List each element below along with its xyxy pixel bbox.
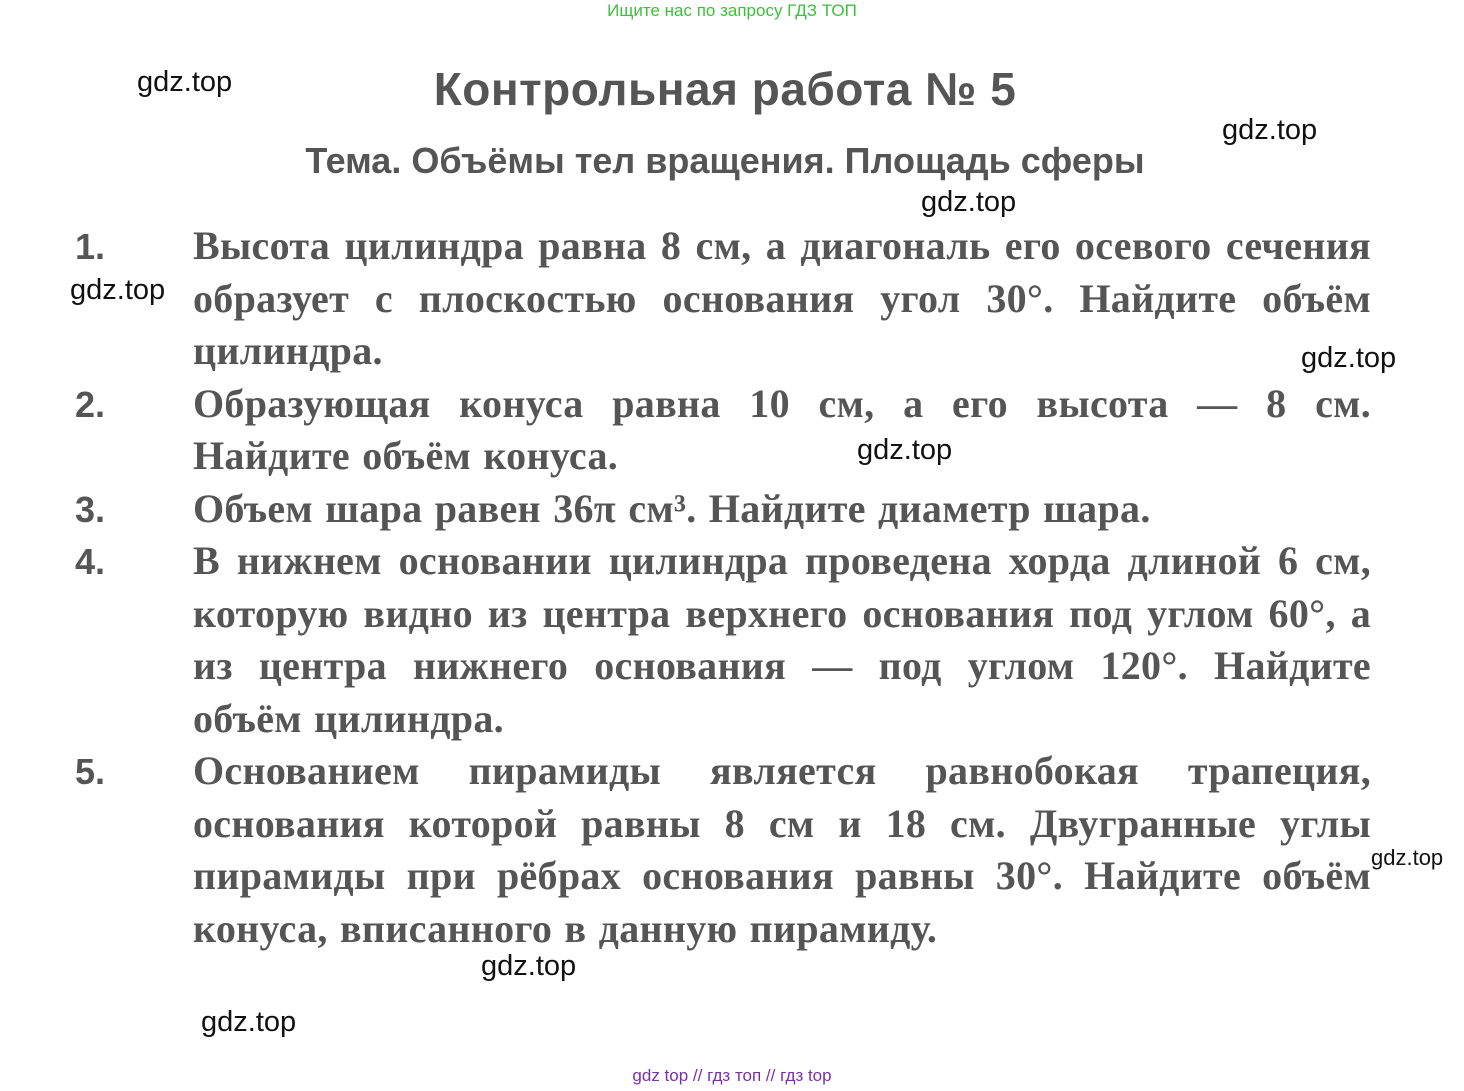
problem-text: Образующая конуса равна 10 см, а его высота — 8 см. Найдите объём конуса.: [193, 380, 1371, 478]
problem-5: [0, 745, 1371, 955]
problem-2: [0, 378, 1371, 483]
problem-text: Объем шара равен 36π см³. Найдите диаметр шара.: [193, 485, 1151, 531]
problem-list: [0, 220, 1464, 955]
problem-number: 2.: [75, 383, 106, 425]
watermark: gdz.top: [921, 186, 1017, 218]
problem-3: [0, 483, 1371, 536]
footer-links: gdz top // гдз топ // гдз top: [632, 1066, 832, 1085]
watermark: gdz.top: [857, 434, 953, 466]
page-subtitle: Тема. Объёмы тел вращения. Площадь сферы: [305, 140, 1145, 181]
problem-text: В нижнем основании цилиндра проведена хорда длиной 6 см, которую видно из центра верхнего основания под углом 60°, а из центра нижнего основания — под углом 120°. Найдите объём цилиндра.: [193, 538, 1371, 741]
watermark: gdz.top: [1371, 845, 1444, 870]
problem-number: 3.: [75, 488, 106, 530]
watermark: gdz.top: [1222, 114, 1318, 146]
problem-text: Высота цилиндра равна 8 см, а диагональ его осевого сечения образует с плоскостью основания угол 30°. Найдите объём цилиндра.: [193, 223, 1371, 373]
page-title: Контрольная работа № 5: [433, 63, 1017, 115]
watermark: gdz.top: [70, 274, 166, 306]
problem-text: Основанием пирамиды является равнобокая трапеция, основания которой равны 8 см и 18 см. Двугранные углы пирамиды при рёбрах основания равны 30°. Найдите объём конуса, вписанного в данную пирамиду.: [193, 748, 1371, 951]
problem-number: 1.: [75, 226, 106, 267]
problem-1: [0, 220, 1371, 378]
search-banner: Ищите нас по запросу ГДЗ ТОП: [607, 1, 857, 20]
watermark: gdz.top: [1301, 342, 1397, 374]
problem-number: 4.: [75, 541, 106, 582]
watermark: gdz.top: [137, 66, 233, 98]
problem-4: [0, 535, 1371, 745]
problem-number: 5.: [75, 751, 106, 792]
watermark: gdz.top: [201, 1006, 297, 1038]
watermark: gdz.top: [481, 950, 577, 982]
